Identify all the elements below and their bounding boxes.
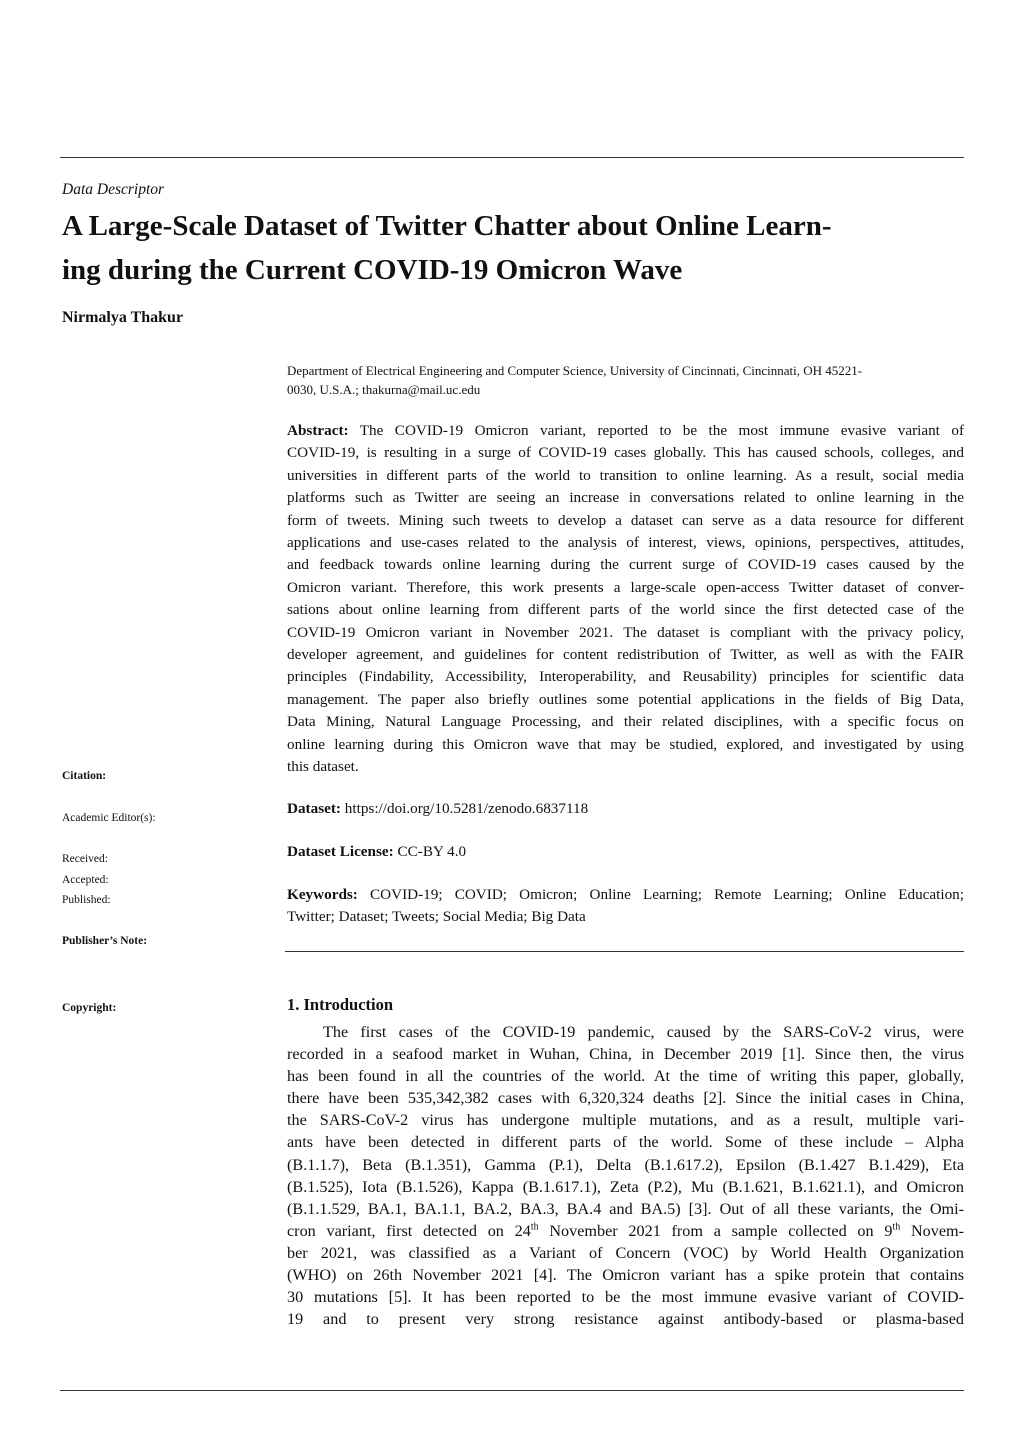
introduction-body [287, 1021, 964, 1330]
keywords-line [287, 884, 964, 906]
abstract-text: platforms such as Twitter are seeing an increase in conversations related to online learning in the [287, 489, 964, 507]
paragraph-line [287, 1220, 964, 1242]
abstract-text: COVID-19, is resulting in a surge of COVID-19 cases globally. This has caused schools, colleges, and [287, 444, 964, 462]
abstract-line [287, 554, 964, 576]
abstract [287, 420, 964, 779]
paragraph-line: (B.1.1.7), Beta (B.1.351), Gamma (P.1), Delta (B.1.617.2), Epsilon (B.1.427 B.1.429), Eta [287, 1155, 964, 1174]
ordinal-suffix: th [892, 1221, 901, 1233]
section-heading-introduction: 1. Introduction [287, 995, 394, 1014]
license-label: Dataset License: [287, 843, 394, 860]
keywords-line: Twitter; Dataset; Tweets; Social Media; Big Data [287, 908, 586, 925]
ordinal-suffix: th [530, 1221, 539, 1233]
line-segment: Novem- [900, 1221, 965, 1240]
line-segment: cron variant, first detected on 24 [287, 1221, 531, 1240]
abstract-text: developer agreement, and guidelines for content redistribution of Twitter, as well as with the FAIR [287, 646, 964, 664]
affiliation-line: 0030, U.S.A.; thakurna@mail.uc.edu [287, 382, 481, 397]
paragraph-line: has been found in all the countries of the world. At the time of writing this paper, globally, [287, 1067, 964, 1086]
keywords-label: Keywords: [287, 886, 358, 903]
citation-label: Citation: [62, 770, 107, 782]
abstract-line [287, 599, 964, 621]
affiliation [287, 361, 964, 399]
title-line: A Large-Scale Dataset of Twitter Chatter about Online Learn- [62, 210, 832, 242]
paragraph-line: recorded in a seafood market in Wuhan, China, in December 2019 [1]. Since then, the virus [287, 1045, 964, 1064]
paragraph-line: The first cases of the COVID-19 pandemic, caused by the SARS-CoV-2 virus, were [323, 1023, 964, 1041]
academic-editor-label: Academic Editor(s): [62, 812, 156, 824]
paragraph-line: (WHO) on 26th November 2021 [4]. The Omicron variant has a spike protein that contains [287, 1266, 964, 1285]
abstract-line [287, 689, 964, 711]
abstract-line [287, 756, 964, 778]
author-name: Nirmalya Thakur [62, 309, 184, 326]
keywords-text: COVID-19; COVID; Omicron; Online Learning; Remote Learning; Online Education; [357, 886, 964, 903]
abstract-text: online learning during this Omicron wave that may be studied, explored, and investigated by using [287, 735, 964, 753]
line-segment: November 2021 from a sample collected on 9 [538, 1221, 893, 1240]
paragraph-line: ber 2021, was classified as a Variant of Concern (VOC) by World Health Organization [287, 1243, 964, 1262]
abstract-text: The COVID-19 Omicron variant, reported to be the most immune evasive variant of [348, 422, 964, 439]
abstract-text: Data Mining, Natural Language Processing, and their related disciplines, with a specific focus on [287, 713, 964, 731]
abstract-text: management. The paper also briefly outlines some potential applications in the fields of Big Data, [287, 690, 964, 708]
title-line: ing during the Current COVID-19 Omicron Wave [62, 254, 683, 286]
abstract-label: Abstract: [287, 422, 349, 439]
accepted-label: Accepted: [62, 874, 109, 886]
abstract-text: applications and use-cases related to the analysis of interest, views, opinions, perspectives, attitudes, [287, 534, 964, 552]
paragraph-line: (B.1.1.529, BA.1, BA.1.1, BA.2, BA.3, BA.4 and BA.5) [3]. Out of all these variants, the Omi- [287, 1199, 964, 1218]
abstract-text: universities in different parts of the world to transition to online learning. As a result, social media [287, 466, 964, 484]
abstract-line [287, 465, 964, 487]
abstract-text: sations about online learning from different parts of the world since the first detected case of the [287, 601, 964, 619]
abstract-line [287, 622, 964, 644]
paragraph-line: ants have been detected in different parts of the world. Some of these include – Alpha [287, 1133, 964, 1152]
dataset-link [287, 798, 964, 820]
paragraph-line: (B.1.525), Iota (B.1.526), Kappa (B.1.617.1), Zeta (P.2), Mu (B.1.621, B.1.621.1), and Omicron [287, 1177, 964, 1196]
paragraph-line: the SARS-CoV-2 virus has undergone multiple mutations, and as a result, multiple vari- [287, 1111, 964, 1130]
publishers-note-label: Publisher’s Note: [62, 935, 148, 947]
abstract-text: form of tweets. Mining such tweets to develop a dataset can serve as a data resource for different [287, 511, 964, 529]
dataset-url[interactable]: https://doi.org/10.5281/zenodo.6837118 [340, 800, 589, 817]
abstract-text: COVID-19 Omicron variant in November 2021. The dataset is compliant with the privacy policy, [287, 623, 964, 641]
license-value: CC-BY 4.0 [393, 843, 467, 860]
abstract-text: Omicron variant. Therefore, this work presents a large-scale open-access Twitter dataset of conver- [287, 578, 964, 596]
abstract-line [287, 577, 964, 599]
bottom-rule [60, 1390, 964, 1391]
paragraph-line: there have been 535,342,382 cases with 6,320,324 deaths [2]. Since the initial cases in China, [287, 1089, 964, 1108]
copyright-label: Copyright: [62, 1002, 117, 1014]
received-label: Received: [62, 853, 108, 865]
abstract-line [287, 734, 964, 756]
top-rule [60, 157, 964, 158]
abstract-line [287, 644, 964, 666]
abstract-text: principles (Findability, Accessibility, Interoperability, and Reusability) principles for scientific data [287, 668, 964, 686]
abstract-line [287, 442, 964, 464]
published-label: Published: [62, 894, 111, 906]
paragraph-line: 19 and to present very strong resistance against antibody-based or plasma-based [287, 1310, 964, 1329]
abstract-text: this dataset. [287, 758, 359, 776]
affiliation-line: Department of Electrical Engineering and Computer Science, University of Cincinnati, Cincinnati, OH 45221- [287, 363, 863, 378]
abstract-rule [285, 951, 964, 952]
paper-title [62, 204, 962, 292]
abstract-text: and feedback towards online learning during the current surge of COVID-19 cases caused by the [287, 556, 964, 574]
abstract-line [287, 666, 964, 688]
abstract-line [287, 420, 964, 442]
abstract-line [287, 532, 964, 554]
abstract-line [287, 711, 964, 733]
abstract-line [287, 487, 964, 509]
article-type: Data Descriptor [62, 181, 165, 198]
dataset-label: Dataset: [287, 800, 341, 817]
keywords [287, 884, 964, 928]
dataset-license [287, 841, 964, 863]
abstract-line [287, 510, 964, 532]
paragraph-line: 30 mutations [5]. It has been reported to be the most immune evasive variant of COVID- [287, 1288, 964, 1307]
